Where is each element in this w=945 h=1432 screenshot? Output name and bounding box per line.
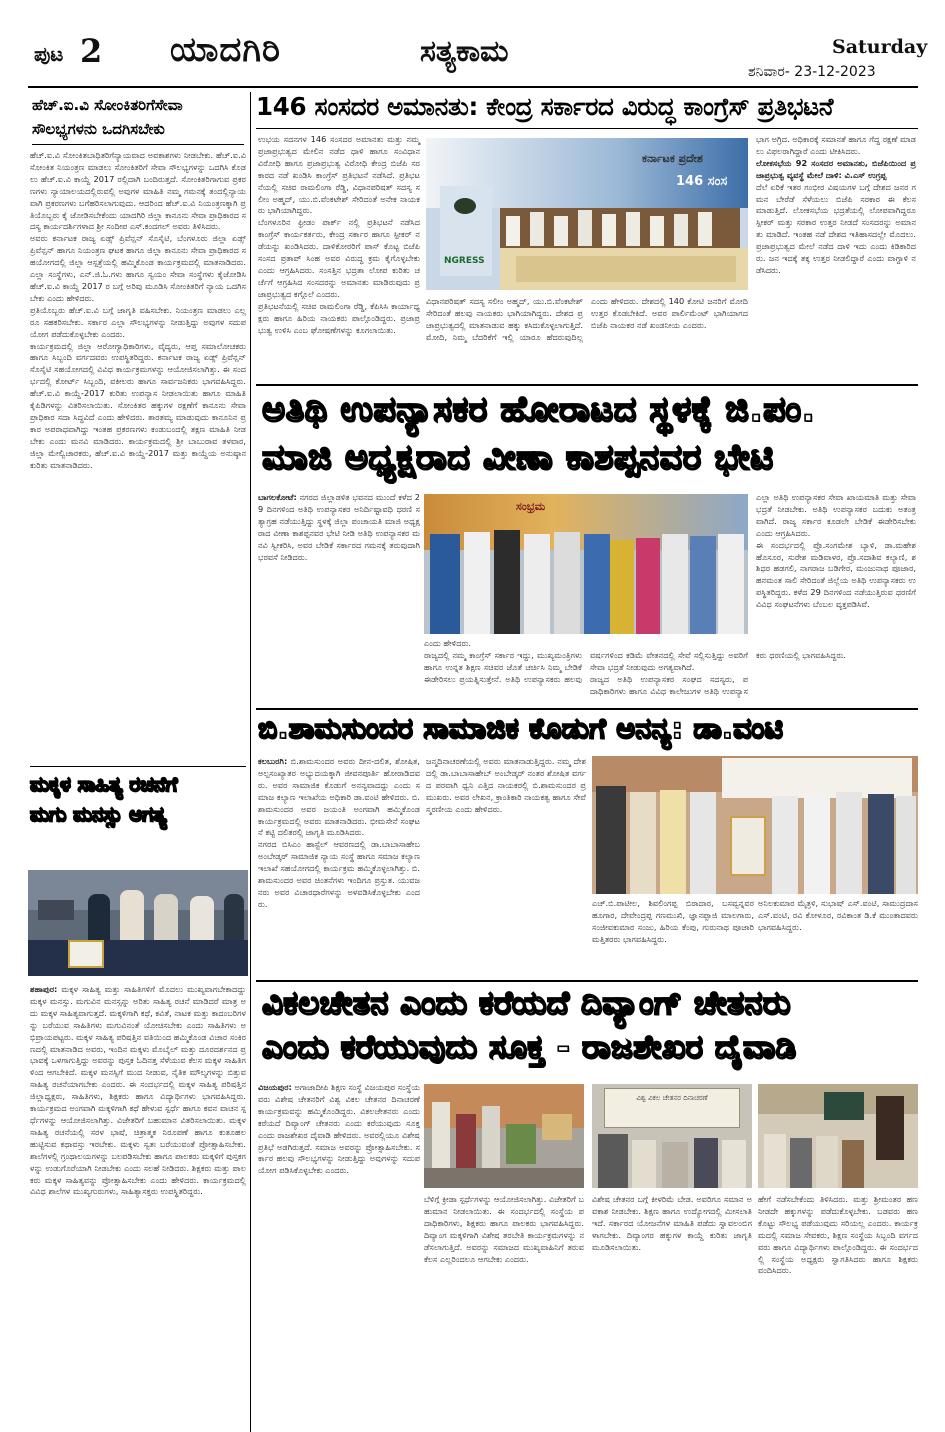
br-dateline: ಕಲಬುರಗಿ: (258, 756, 288, 766)
guest-dateline: ಬಾಗಲಕೋಟೆ: (258, 492, 297, 502)
story1-headline-rule (32, 144, 244, 145)
left-story-separator (30, 766, 246, 767)
disabled-col3 (592, 1194, 752, 1422)
disabled-photo-outdoor (424, 1084, 584, 1188)
issue-day: Saturday (832, 36, 928, 58)
guest-headline-line1: ಅತಿಥಿ ಉಪನ್ಯಾಸಕರ ಹೋರಾಟದ ಸ್ಥಳಕ್ಕೆ ಜಿ.ಪಂ. (262, 390, 816, 430)
protest-photo (426, 138, 748, 290)
disabled-paragraph-4: ಹೇಗೆ ನಡೆಸಬೇಕೆಂದು ತಿಳಿಸಿದರು. ಮತ್ತು ಶ್ರೀಮಂತರ ಹಣ ನೀಡದೇ ಹಕ್ಕುಗಳನ್ನು ಪಡೆದುಕೊಳ್ಳಬೇಕು. ಬಡವರು ಹಣ ಕೊಟ್ಟು ಸೌಲಭ್ಯ ಪಡೆಯುವುದು ಸರಿಯಲ್ಲ ಎಂದರು. ಕಾರ್ಯಕ್ರಮದಲ್ಲಿ ಸಮಾಜ ಸೇವಕರು, ಶಿಕ್ಷಣ ಸಂಸ್ಥೆಯ ಸಿಬ್ಬಂದಿ ವರ್ಗದವರು ಹಾಗೂ ವಿದ್ಯಾರ್ಥಿಗಳು ಪಾಲ್ಗೊಂಡಿದ್ದರು. ಈ ಸಂದರ್ಭದಲ್ಲಿ ಸಂಸ್ಥೆಯ ಅಧ್ಯಕ್ಷರು ಸ್ವಾಗತಿಸಿದರು ಹಾಗೂ ಶಿಕ್ಷಕರು ವಂದಿಸಿದರು. (758, 1194, 918, 1276)
br-paragraph-2: ನಗರದ ಬಿಸಿಎಂ ಹಾಸ್ಟೆಲ್ ಆವರಣದಲ್ಲಿ ಡಾ.ಬಾಬಾಸಾಹೇಬ ಅಂಬೇಡ್ಕರ್ ಸಾಮಾಜಿಕ ನ್ಯಾಯ ಸಂಸ್ಥೆ ಹಾಗೂ ಸಮಾಜ ಕಲ್ಯಾಣ ಇಲಾಖೆ ಸಹಯೋಗದಲ್ಲಿ ಕಾರ್ಯಕ್ರಮ ಹಮ್ಮಿಕೊಳ್ಳಲಾಗಿತ್ತು. ಬಿ.ಶಾಮಸುಂದರ ಅವರ ಚಿಂತನೆಗಳು ಇಂದಿಗೂ ಪ್ರಸ್ತುತ. ಯುವಜನರು ಅವರ ವಿಚಾರಧಾರೆಗಳನ್ನು ಅಳವಡಿಸಿಕೊಳ್ಳಬೇಕು ಎಂದರು. (258, 839, 420, 909)
story1-paragraph-4: ಕಾರ್ಯಕ್ರಮದಲ್ಲಿ ಜಿಲ್ಲಾ ಆರೋಗ್ಯಾಧಿಕಾರಿಗಳು, ವೈದ್ಯರು, ಆಪ್ತ ಸಮಾಲೋಚಕರು ಹಾಗೂ ಸಿಬ್ಬಂದಿ ವರ್ಗದವರು ಉಪಸ್ಥಿತರಿದ್ದರು. ಕರ್ನಾಟಕ ರಾಜ್ಯ ಏಡ್ಸ್ ಪ್ರಿವೆನ್ಷನ್ ಸೊಸೈಟಿ ಸಹಯೋಗದಲ್ಲಿ ವಿವಿಧ ಕಾರ್ಯಕ್ರಮಗಳನ್ನು ಆಯೋಜಿಸಲಾಗಿತ್ತು. ಈ ಸಂದರ್ಭದಲ್ಲಿ ಕೋರ್ಟ್ ಸಿಬ್ಬಂದಿ, ವಕೀಲರು ಹಾಗೂ ಸಾರ್ವಜನಿಕರು ಭಾಗವಹಿಸಿದ್ದರು. ಹೆಚ್.ಐ.ವಿ ಕಾಯ್ದೆ-2017 ಕುರಿತು ಉಪನ್ಯಾಸ ನೀಡಲಾಯಿತು ಹಾಗೂ ಮಾಹಿತಿ ಕೈಪಿಡಿಗಳನ್ನು ವಿತರಿಸಲಾಯಿತು. ಸೋಂಕಿತರ ಹಕ್ಕುಗಳ ರಕ್ಷಣೆಗೆ ಕಾನೂನು ಸೇವಾ ಪ್ರಾಧಿಕಾರ ಸದಾ ಸಿದ್ಧವಿದೆ ಎಂದು ಹೇಳಿದರು. ತಾರತಮ್ಯ ಮಾಡುವುದು ಕಾನೂನಿನ ಪ್ರಕಾರ ಅಪರಾಧವಾಗಿದ್ದು ಇಂತಹ ಪ್ರಕರಣಗಳು ಕಂಡುಬಂದಲ್ಲಿ ತಕ್ಷಣ ಮಾಹಿತಿ ನೀಡಬೇಕು ಎಂದು ಮನವಿ ಮಾಡಿದರು. ಕಾರ್ಯಕ್ರಮದಲ್ಲಿ ಶ್ರೀ ಬಾಬುರಾವ ತಳವಾರ, ಜಿಲ್ಲಾ ಮೇಲ್ವಿಚಾರಕರು, ಹೆಚ್.ಐ.ವಿ ಕಾಯ್ದೆ-2017 ಮತ್ತು ಕಾಯ್ದೆಯ ಅನುಷ್ಠಾನ ಕುರಿತು ಮಾತನಾಡಿದರು. (30, 340, 246, 470)
main-paragraph-4: ವಿಧಾನಪರಿಷತ್ ಸದಸ್ಯ ಸಲೀಂ ಅಹ್ಮದ್, ಯು.ಬಿ.ವೆಂಕಟೇಶ್ ಸೇರಿದಂತೆ ಹಲವು ನಾಯಕರು ಭಾಗಿಯಾಗಿದ್ದರು. ದೇಶದ ಪ್ರಜಾಪ್ರಭುತ್ವದಲ್ಲಿ ಮಾತನಾಡುವ ಹಕ್ಕು ಕಸಿದುಕೊಳ್ಳಲಾಗುತ್ತಿದೆ. ಮೋದಿ, ನಿಮ್ಮ ಬೆದರಿಕೆಗೆ ಇಲ್ಲಿ ಯಾರೂ ಹೆದರುವುದಿಲ್ಲ ಎಂದು ಹೇಳಿದರು. ದೇಶದಲ್ಲಿ 140 ಕೋಟಿ ಜನರಿಗೆ ಮೋದಿ ಉತ್ತರ ಕೊಡಬೇಕಿದೆ. ಅವರ ಪಾರ್ಲಿಮೆಂಟ್ ಭಾಗಿಯಾಗದ ಬಿಜೆಪಿ ನಾಯಕರ ನಡೆ ಖಂಡನೀಯ ಎಂದರು. (426, 296, 748, 342)
guest-col3 (756, 492, 916, 702)
disabled-col2 (424, 1194, 584, 1422)
story1-headline-line2: ಸೌಲಭ್ಯಗಳನು ಒದಗಿಸಬೇಕು (32, 120, 165, 138)
br-col2 (426, 756, 586, 976)
guest-paragraph-1: ನಗರದ ಜಿಲ್ಲಾಡಳಿತ ಭವನದ ಮುಂದೆ ಕಳೆದ 29 ದಿನಗಳಿಂದ ಅತಿಥಿ ಉಪನ್ಯಾಸಕರ ಅನಿರ್ದಿಷ್ಟಾವಧಿ ಧರಣಿ ಸತ್ಯಾಗ್ರಹ ನಡೆಯುತ್ತಿದ್ದು ಸ್ಥಳಕ್ಕೆ ಜಿಲ್ಲಾ ಪಂಚಾಯತಿ ಮಾಜಿ ಅಧ್ಯಕ್ಷರಾದ ವೀಣಾ ಕಾಶಪ್ಪನವರ ಭೇಟಿ ನೀಡಿ ಅತಿಥಿ ಉಪನ್ಯಾಸಕರ ಮನವಿ ಸ್ವೀಕರಿಸಿ, ಅವರ ಬೇಡಿಕೆ ಸರ್ಕಾರದ ಗಮನಕ್ಕೆ ತರುವುದಾಗಿ ಭರವಸೆ ನೀಡಿದರು. (258, 492, 420, 562)
masthead-rule (28, 86, 918, 88)
page-number: 2 (80, 32, 103, 70)
disabled-paragraph-3: ವಿಶೇಷ ಚೇತನರ ಬಗ್ಗೆ ಕೀಳರಿಮೆ ಬೇಡ. ಅವರಿಗೂ ಸಮಾನ ಅವಕಾಶ ನೀಡಬೇಕು. ಶಿಕ್ಷಣ ಹಾಗೂ ಉದ್ಯೋಗದಲ್ಲಿ ಮೀಸಲಾತಿ ಇದೆ. ಸರ್ಕಾರದ ಯೋಜನೆಗಳ ಮಾಹಿತಿ ಪಡೆದು ಸ್ವಾವಲಂಬಿಗಳಾಗಬೇಕು. ದಿವ್ಯಾಂಗರ ಹಕ್ಕುಗಳ ಕಾಯ್ದೆ ಕುರಿತು ಜಾಗೃತಿ ಮೂಡಿಸಲಾಯಿತು. (592, 1194, 752, 1252)
disabled-headline-line2: ಎಂದು ಕರೆಯುವುದು ಸೂಕ್ತ - ರಾಜಶೇಖರ ದೈವಾಡಿ (262, 1028, 797, 1066)
main-paragraph-1: ಉಭಯ ಸದನಗಳ 146 ಸಂಸದರ ಅಮಾನತು ಮತ್ತು ನಮ್ಮ ಪ್ರಜಾಪ್ರಭುತ್ವದ ಮೇಲಿನ ನಡೆದ ಧಾಳಿ ಹಾಗೂ ಸಂವಿಧಾನ ವಿರೋಧಿ ಹಾಗೂ ಪ್ರಜಾಪ್ರಭುತ್ವ ವಿರೋಧಿ ಕೇಂದ್ರ ಬಿಜೆಪಿ ಸರಕಾರದ ನಡೆ ಖಂಡಿಸಿ ಕಾಂಗ್ರೆಸ್ ಪ್ರತಿಭಟನೆ ನಡೆಸಿದೆ. ಪ್ರತಿಭಟನೆಯಲ್ಲಿ ಸಚಿವ ರಾಮಲಿಂಗಾ ರೆಡ್ಡಿ, ವಿಧಾನಪರಿಷತ್ ಸದಸ್ಯ ಸಲೀಂ ಅಹ್ಮದ್, ಯು.ಬಿ.ವೆಂಕಟೇಶ್ ಸೇರಿದಂತೆ ಅನೇಕ ನಾಯಕರು ಭಾಗಿಯಾಗಿದ್ದರು. (258, 134, 420, 216)
main-paragraph-6-lead: ಲೋಕಸಭೆಯ 92 ಸಂಸದರ ಅಮಾನತು, ಬಿಜೆಪಿಯಿಂದ ಪ್ರಜಾಪ್ರಭುತ್ವ ವ್ಯವಸ್ಥೆ ಮೇಲೆ ದಾಳಿ: ವಿ.ಎಸ್ ಉಗ್ರಪ್ಪ (756, 157, 916, 180)
main-paragraph-2: ಬೆಂಗಳೂರಿನ ಫ್ರೀಡಂ ಪಾರ್ಕ್ ನಲ್ಲಿ ಪ್ರತಿಭಟನೆ ನಡೆಸಿದ ಕಾಂಗ್ರೆಸ್ ಕಾರ್ಯಕರ್ತರು, ಕೇಂದ್ರ ಸರ್ಕಾರ ಹಾಗೂ ಸ್ಪೀಕರ್ ನಡೆಯನ್ನು ಖಂಡಿಸಿದರು. ದಾಳಿಕೋರರಿಗೆ ಪಾಸ್ ಕೊಟ್ಟ ಬಿಜೆಪಿ ಸಂಸದ ಪ್ರತಾಪ್ ಸಿಂಹ ಅವರ ವಿರುದ್ಧ ಕ್ರಮ ಕೈಗೊಳ್ಳಬೇಕು ಎಂದು ಆಗ್ರಹಿಸಿದರು. ಸಂಸತ್ತಿನ ಭದ್ರತಾ ಲೋಪ ಕುರಿತು ಚರ್ಚೆಗೆ ಆಗ್ರಹಿಸಿದ ಸಂಸದರನ್ನು ಅಮಾನತು ಮಾಡಿರುವುದು ಪ್ರಜಾಪ್ರಭುತ್ವದ ಕಗ್ಗೊಲೆ ಎಂದರು. (258, 217, 420, 299)
guest-paragraph-4: ಎಲ್ಲಾ ಅತಿಥಿ ಉಪನ್ಯಾಸಕರ ಸೇವಾ ಖಾಯಮಾತಿ ಮತ್ತು ಸೇವಾ ಭದ್ರತೆ ನೀಡಬೇಕು. ಅತಿಥಿ ಉಪನ್ಯಾಸಕರ ಬದುಕು ಅತಂತ್ರವಾಗಿದೆ. ರಾಜ್ಯ ಸರ್ಕಾರ ಕೂಡಲೇ ಬೇಡಿಕೆ ಈಡೇರಿಸಬೇಕು ಎಂದು ಆಗ್ರಹಿಸಿದರು. (756, 492, 916, 538)
story1-paragraph-2: ಅವರು ಕರ್ನಾಟಕ ರಾಜ್ಯ ಏಡ್ಸ್ ಪ್ರಿವೆನ್ಷನ್ ಸೊಸೈಟಿ, ಬೆಂಗಳೂರು ಜಿಲ್ಲಾ ಏಡ್ಸ್ ಪ್ರಿವೆನ್ಷನ್ ಹಾಗೂ ನಿಯಂತ್ರಣ ಘಟಕ ಹಾಗೂ ಜಿಲ್ಲಾ ಕಾನೂನು ಸೇವಾ ಪ್ರಾಧಿಕಾರದ ಸಹಯೋಗದಲ್ಲಿ ಜಿಲ್ಲಾ ಆಸ್ಪತ್ರೆಯಲ್ಲಿ ಹಮ್ಮಿಕೊಂಡ ಕಾರ್ಯಕ್ರಮದಲ್ಲಿ ಮಾತನಾಡಿದರು. ಎಲ್ಲಾ ಸಂಸ್ಥೆಗಳು, ಎನ್.ಜಿ.ಓ.ಗಳು ಹಾಗೂ ಸ್ವಯಂ ಸೇವಾ ಸಂಸ್ಥೆಗಳು ಕೈಜೋಡಿಸಿ ಹೆಚ್.ಐ.ವಿ ಕಾಯ್ದೆ 2017 ರ ಬಗ್ಗೆ ಅರಿವು ಮೂಡಿಸಿ ಸೋಂಕಿತರಿಗೆ ನ್ಯಾಯ ಒದಗಿಸಬೇಕು ಎಂದು ಹೇಳಿದರು. (30, 233, 246, 303)
protest-banner-text: ಕರ್ನಾಟಕ ಪ್ರದೇಶ (642, 152, 703, 165)
disabled-paragraph-2: ಬೆಳಿಗ್ಗೆ ಕ್ರೀಡಾ ಸ್ಪರ್ಧೆಗಳನ್ನು ಆಯೋಜಿಸಲಾಗಿತ್ತು. ವಿಜೇತರಿಗೆ ಬಹುಮಾನ ನೀಡಲಾಯಿತು. ಈ ಸಂದರ್ಭದಲ್ಲಿ ಸಂಸ್ಥೆಯ ಪದಾಧಿಕಾರಿಗಳು, ಶಿಕ್ಷಕರು ಹಾಗೂ ಪಾಲಕರು ಭಾಗವಹಿಸಿದ್ದರು. ದಿವ್ಯಾಂಗ ಮಕ್ಕಳಿಗಾಗಿ ವಿಶೇಷ ತರಬೇತಿ ಕಾರ್ಯಕ್ರಮಗಳನ್ನು ನಡೆಸಲಾಗುತ್ತಿದೆ. ಅವರನ್ನು ಸಮಾಜದ ಮುಖ್ಯವಾಹಿನಿಗೆ ತರುವ ಕೆಲಸ ಎಲ್ಲರಿಂದಲೂ ಆಗಬೇಕು ಎಂದರು. (424, 1194, 584, 1264)
disabled-dateline: ವಿಜಯಪುರ: (258, 1082, 292, 1092)
guest-paragraph-5: ಈ ಸಂದರ್ಭದಲ್ಲಿ ಪ್ರೊ.ಸಂಗಮೇಶ ಬ್ಯಾಳಿ, ಡಾ.ಮಹೇಶ ಹೊಸೂರ, ಸುರೇಶ ಮಡಿವಾಳರ, ಪ್ರೊ.ಸದಾಶಿವ ಕಲ್ಯಾಣಿ, ಶಶಿಧರ ಹಡಗಲಿ, ನಾಗರಾಜ ಬಡಿಗೇರ, ಮಂಜುನಾಥ ಪೂಜಾರ, ಹನಮಂತ ಸಾಲಿ ಸೇರಿದಂತೆ ಜಿಲ್ಲೆಯ ಅತಿಥಿ ಉಪನ್ಯಾಸಕರು ಉಪಸ್ಥಿತರಿದ್ದರು. ಕಳೆದ 29 ದಿನಗಳಿಂದ ನಡೆಯುತ್ತಿರುವ ಧರಣಿಗೆ ವಿವಿಧ ಸಂಘಟನೆಗಳು ಬೆಂಬಲ ವ್ಯಕ್ತಪಡಿಸಿವೆ. (756, 539, 916, 610)
main-story-separator (256, 384, 918, 386)
br-caption (592, 898, 754, 976)
br-col4 (758, 898, 918, 976)
page-label: ಪುಟ (34, 42, 64, 66)
story1-paragraph-1: ಹೆಚ್.ಐ.ವಿ ಸೋಂಕಿತಬಾಧಿತರಿಗೆನ್ಯಾಯವಾದ ಅವಕಾಶಗಳು ನೀಡಬೇಕು. ಹೆಚ್.ಐ.ವಿ ಸೋಂಕಿತ ನಿಯಂತ್ರಣ ಮಾಡಲು ಸೋಂಕಿತರಿಗೆ ಸೇವಾ ಸೌಲಭ್ಯಗಳನ್ನು ಒದಗಿಸಿ ಕೊಡಲು ಹೆಚ್.ಐ.ವಿ ಕಾಯ್ದೆ 2017 ರಲ್ಲಿದಾಗಿ ಬಂದಿರುತ್ತದೆ. ಸೋಂಕಿತರಿಗಾಗುವ ಪ್ರಕರಣಗಳು ನ್ಯಾಯಾಲಯದಲ್ಲಿರುವಲ್ಲಿ ಅವುಗಳ ಮಾಹಿತಿ ನಮ್ಮ ಗಮನಕ್ಕೆ ತಂದಲ್ಲಿನ್ಯಾಯವಾಗಿ ಪ್ರಕರಣಗಳು ಬಗೆಹರಿಸಲಾಗುವುದು. ಆದರಿಂದ ಹೆಚ್.ಐ.ವಿ ನಿಯಂತ್ರಣಕ್ಕಾಗಿ ಪ್ರತಿಯೊಬ್ಬರು ಕೈ ಜೋಡಿಸಬೇಕೆಂದು ಯಾದಗಿರಿ ಜಿಲ್ಲಾ ಕಾನೂನು ಸೇವಾ ಪ್ರಾಧಿಕಾರದ ಸದಸ್ಯ ಕಾರ್ಯದರ್ಶಿಗಳಾದ ಶ್ರೀ ಸಂದೀಪ ಎಸ್.ಕಂದಗಲ್ ಅವರು ತಿಳಿಸಿದರು. (30, 150, 246, 232)
br-paragraph-3: ಜನ್ಮದಿನಾಚರಣೆಯಲ್ಲಿ ಅವರು ಮಾತನಾಡುತ್ತಿದ್ದರು. ನಮ್ಮ ದೇಶದಲ್ಲಿ ಡಾ.ಬಾಬಾಸಾಹೇಬ್ ಅಂಬೇಡ್ಕರ್ ನಂತರ ಶೋಷಿತ ವರ್ಗದ ಪರವಾಗಿ ಧ್ವನಿ ಎತ್ತಿದ ನಾಯಕರಲ್ಲಿ ಬಿ.ಶಾಮಸುಂದರ ಪ್ರಮುಖರು. ಅವರ ಲೇಖನ, ಕ್ರಾಂತಿಕಾರಿ ನಾಯಕತ್ವ ಹಾಗೂ ಸೇವೆ ಸ್ಮರಣೀಯ ಎಂದು ಹೇಳಿದರು. (426, 756, 586, 814)
newspaper-title: ಯಾದಗಿರಿ (170, 30, 281, 70)
protest-banner-number: 146 ಸಂಸ (676, 174, 728, 189)
story2-paragraph-1: ಮಕ್ಕಳ ಸಾಹಿತ್ಯ ಮತ್ತು ಸಾಹಿತಿಗಳಿಗೆ ಮೊದಲು ಮುಖ್ಯವಾಗಬೇಕಾದದ್ದು ಮಕ್ಕಳ ಮನಸ್ಸು. ಮಗುವಿನ ಮನಸ್ಸನ್ನು ಅರಿತು ಸಾಹಿತ್ಯ ರಚನೆ ಮಾಡಿದರೆ ಮಾತ್ರ ಅದು ಮಕ್ಕಳ ಸಾಹಿತ್ಯವಾಗುತ್ತದೆ. ಮಕ್ಕಳಿಗಾಗಿ ಕಥೆ, ಕವಿತೆ, ನಾಟಕ ಮತ್ತು ಕಾದಂಬರಿಗಳನ್ನು ಬರೆಯುವ ಸಾಹಿತಿಗಳು ಮಗುವಿನಂತೆ ಯೋಚಿಸಬೇಕು ಎಂದು ಸಾಹಿತಿಗಳು ಅಭಿಪ್ರಾಯಪಟ್ಟರು. ಮಕ್ಕಳ ಸಾಹಿತ್ಯ ಪರಿಷತ್ತಿನ ವತಿಯಿಂದ ಹಮ್ಮಿಕೊಂಡ ವಿಚಾರ ಸಂಕಿರಣದಲ್ಲಿ ಮಾತನಾಡಿದ ಅವರು, ಇಂದಿನ ಮಕ್ಕಳು ಮೊಬೈಲ್ ಮತ್ತು ದೂರದರ್ಶನದ ಪ್ರಭಾವಕ್ಕೆ ಒಳಗಾಗುತ್ತಿದ್ದು ಅವರನ್ನು ಪುಸ್ತಕ ಓದಿನತ್ತ ಸೆಳೆಯುವ ಕೆಲಸ ಮಕ್ಕಳ ಸಾಹಿತಿಗಳಿಂದ ಆಗಬೇಕಿದೆ. ಮಕ್ಕಳ ಮನಸ್ಸಿಗೆ ಮುದ ನೀಡುವ, ನೈತಿಕ ಮೌಲ್ಯಗಳನ್ನು ಬಿತ್ತುವ ಸಾಹಿತ್ಯ ರಚನೆಯಾಗಬೇಕು ಎಂದರು. ಈ ಸಂದರ್ಭದಲ್ಲಿ ಮಕ್ಕಳ ಸಾಹಿತ್ಯ ಪರಿಷತ್ತಿನ ಜಿಲ್ಲಾಧ್ಯಕ್ಷರು, ಸಾಹಿತಿಗಳು, ಶಿಕ್ಷಕರು ಹಾಗೂ ವಿದ್ಯಾರ್ಥಿಗಳು ಭಾಗವಹಿಸಿದ್ದರು. ಕಾರ್ಯಕ್ರಮದ ಅಂಗವಾಗಿ ಮಕ್ಕಳಿಗಾಗಿ ಕಥೆ ಹೇಳುವ ಸ್ಪರ್ಧೆ ಹಾಗೂ ಕವನ ವಾಚನ ಸ್ಪರ್ಧೆಗಳನ್ನು ಆಯೋಜಿಸಲಾಗಿತ್ತು. ವಿಜೇತರಿಗೆ ಬಹುಮಾನ ವಿತರಿಸಲಾಯಿತು. ಮಕ್ಕಳ ಸಾಹಿತ್ಯ ರಚನೆಯಲ್ಲಿ ಸರಳ ಭಾಷೆ, ಚಿತ್ರಾತ್ಮಕ ನಿರೂಪಣೆ ಹಾಗೂ ಕುತೂಹಲ ಹುಟ್ಟಿಸುವ ಕಥಾವಸ್ತು ಇರಬೇಕು. ಮಕ್ಕಳು ಸ್ವತಃ ಬರೆಯುವಂತೆ ಪ್ರೋತ್ಸಾಹಿಸಬೇಕು. ಶಾಲೆಗಳಲ್ಲಿ ಗ್ರಂಥಾಲಯಗಳನ್ನು ಬಲಪಡಿಸಬೇಕು ಹಾಗೂ ಪಾಲಕರು ಮಕ್ಕಳಿಗೆ ಪುಸ್ತಕಗಳನ್ನು ಉಡುಗೊರೆಯಾಗಿ ನೀಡಬೇಕು ಎಂದು ಸಲಹೆ ನೀಡಿದರು. ಶಿಕ್ಷಕರು ಮತ್ತು ಪಾಲಕರು ಮಕ್ಕಳ ಸಾಹಿತ್ಯವನ್ನು ಪ್ರೋತ್ಸಾಹಿಸಬೇಕು ಎಂದು ಹೇಳಿದರು. ಕಾರ್ಯಕ್ರಮದಲ್ಲಿ ವಿವಿಧ ಶಾಲೆಗಳ ಮುಖ್ಯಗುರುಗಳು, ಸಾಹಿತ್ಯಾಸಕ್ತರು ಉಪಸ್ಥಿತರಿದ್ದರು. (30, 984, 246, 1197)
issue-date: ಶನಿವಾರ- 23-12-2023 (748, 64, 876, 80)
guest-paragraph-2: ರಾಜ್ಯದಲ್ಲಿ ನಮ್ಮ ಕಾಂಗ್ರೆಸ್ ಸರ್ಕಾರ ಇದ್ದು, ಮುಖ್ಯಮಂತ್ರಿಗಳು ಹಾಗೂ ಉನ್ನತ ಶಿಕ್ಷಣ ಸಚಿವರ ಜೊತೆ ಚರ್ಚಿಸಿ ನಿಮ್ಮ ಬೇಡಿಕೆ ಈಡೇರಿಸಲು ಪ್ರಯತ್ನಿಸುತ್ತೇನೆ. ಅತಿಥಿ ಉಪನ್ಯಾಸಕರು ಹಲವು ವರ್ಷಗಳಿಂದ ಕಡಿಮೆ ವೇತನದಲ್ಲಿ ಸೇವೆ ಸಲ್ಲಿಸುತ್ತಿದ್ದು ಅವರಿಗೆ ಸೇವಾ ಭದ್ರತೆ ನೀಡುವುದು ಅಗತ್ಯವಾಗಿದೆ. (424, 650, 748, 684)
br-paragraph-1: ಬಿ.ಶಾಮಸುಂದರ ಅವರು ದೀನ-ದಲಿತ, ಶೋಷಿತ, ಅಲ್ಪಸಂಖ್ಯಾತರ ಅಭ್ಯುದಯಕ್ಕಾಗಿ ಜೀವನಪೂರ್ತಿ ಹೋರಾಡಿದವರು. ಅವರ ಸಾಮಾಜಿಕ ಕೊಡುಗೆ ಅನನ್ಯವಾದದ್ದು ಎಂದು ಸಮಾಜ ಕಲ್ಯಾಣ ಇಲಾಖೆಯ ಅಧಿಕಾರಿ ಡಾ.ವಂಟಿ ಹೇಳಿದರು. ಬಿ.ಶಾಮಸುಂದರ ಅವರ ಜಯಂತಿ ಅಂಗವಾಗಿ ಹಮ್ಮಿಕೊಂಡ ಕಾರ್ಯಕ್ರಮದಲ್ಲಿ ಅವರು ಮಾತನಾಡಿದರು. ಭೀಮಸೇನೆ ಸಂಘಟನೆ ಕಟ್ಟಿ ದಲಿತರಲ್ಲಿ ಜಾಗೃತಿ ಮೂಡಿಸಿದರು. (258, 756, 420, 838)
br-col1 (258, 756, 420, 976)
story2-photo (28, 870, 248, 976)
main-paragraph-5: ಭಾಗ ಅಗ್ರಿದ. ಅಧಿಕಾರಕ್ಕೆ ಸಮಾನತೆ ಹಾಗೂ ಗೆದ್ದ ರಕ್ಷಣೆ ಮಾಡಲು ವಿಫಲರಾಗಿದ್ದಾರೆ ಎಂದು ಟೀಕಿಸಿದರು. (756, 134, 916, 156)
story2-headline-line2: ಮಗು ಮನಸ್ಸು ಅಗತ್ಯ (30, 802, 167, 826)
story1-paragraph-3: ಪ್ರತಿಯೊಬ್ಬರು ಹೆಚ್.ಐ.ವಿ ಬಗ್ಗೆ ಜಾಗೃತಿ ವಹಿಸಬೇಕು. ನಿಯಂತ್ರಣ ಮಾಡಲು ಎಲ್ಲರೂ ಸಹಕರಿಸಬೇಕು. ಸರ್ಕಾರ ಎಲ್ಲಾ ಸೌಲಭ್ಯಗಳನ್ನು ನೀಡುತ್ತಿದ್ದು ಅವುಗಳ ಸದುಪಯೋಗ ಪಡೆದುಕೊಳ್ಳಬೇಕು ಎಂದರು. (30, 304, 246, 339)
br-story-separator (256, 980, 918, 982)
story1-body (30, 150, 246, 760)
guest-headline-line2: ಮಾಜಿ ಅಧ್ಯಕ್ಷರಾದ ವೀಣಾ ಕಾಶಪ್ಪನವರ ಭೇಟಿ (262, 438, 774, 478)
guest-story-separator (256, 708, 918, 710)
guest-paragraph-3: ರಾಜ್ಯದ ಅತಿಥಿ ಉಪನ್ಯಾಸಕರ ಸಂಘದ ಸದಸ್ಯರು, ಪದಾಧಿಕಾರಿಗಳು ಹಾಗೂ ವಿವಿಧ ಕಾಲೇಜುಗಳ ಅತಿಥಿ ಉಪನ್ಯಾಸಕರು ಧರಣಿಯಲ್ಲಿ ಭಾಗವಹಿಸಿದ್ದರು. (590, 650, 846, 696)
disabled-board-text: ವಿಶ್ವ ವಿಕಲ ಚೇತನರ ದಿನಾಚರಣೆ (636, 1094, 708, 1102)
newspaper-subtitle: ಸತ್ಯಕಾಮ (420, 34, 509, 69)
guest-banner-text: ಸಂಭ್ರಮ (516, 500, 546, 513)
main-under-photo (426, 296, 748, 380)
story1-headline-line1: ಹೆಚ್.ಐ.ವಿ ಸೋಂಕಿತರಿಗೆಸೇವಾ (32, 96, 183, 114)
main-paragraph-3: ಪ್ರತಿಭಟನೆಯಲ್ಲಿ ಸಚಿವ ರಾಮಲಿಂಗಾ ರೆಡ್ಡಿ, ಕೆಪಿಸಿಸಿ ಕಾರ್ಯಾಧ್ಯಕ್ಷರು ಹಾಗೂ ಹಿರಿಯ ನಾಯಕರು ಪಾಲ್ಗೊಂಡಿದ್ದರು. ಪ್ರಜಾಪ್ರಭುತ್ವ ಉಳಿಸಿ ಎಂಬ ಘೋಷಣೆಗಳನ್ನು ಕೂಗಲಾಯಿತು. (258, 300, 420, 335)
disabled-photo-banner (592, 1084, 752, 1188)
br-caption-text: ಎಚ್.ಬಿ.ಪಾಟೀಲ, ಶಿವಲಿಂಗಪ್ಪ ಬಿರಾದಾರ, ಬಸವ್ವನ್ನವರ ಹೂಗಾರ, ದೇವೇಂದ್ರಪ್ಪ ಗಣಮುಖಿ, ಜ್ಞಾನಪ್ಪಾಜಿ ಮಾಲಗಾರು, ಸಂಜೀವಕುಮಾರ ಸಂಜು, ಹಿರಿಯ ಕೆಂಪು, ಗುರುನಾಥ ಪೂಜಾರಿ ಮತ್ತಿತರರು ಭಾಗವಹಿಸಿದ್ದರು. (592, 898, 754, 944)
story2-dateline: ಶಹಾಪುರ: (30, 984, 58, 994)
main-paragraph-6: ದೆಲೆ ಏರಿಕೆ ಇತರ ಗಂಭೀರ ವಿಷಯಗಳ ಬಗ್ಗೆ ದೇಶದ ಜನರ ಗಮನ ಬೇರೆಡೆ ಸೆಳೆಯಲು ಬಿಜೆಪಿ ಸರಕಾರ ಈ ಕೆಲಸ ಮಾಡುತ್ತಿದೆ. ಲೋಕಸಭೆಯ ಭದ್ರತೆಯಲ್ಲಿ ಲೋಪವಾಗಿದ್ದರೂ ಸ್ಪೀಕರ್ ಮತ್ತು ಸರಕಾರ ಉತ್ತರ ನೀಡದೆ ಸಂಸದರನ್ನು ಅಮಾನತು ಮಾಡಿದೆ. ಇಂತಹ ನಡೆ ದೇಶದ ಇತಿಹಾಸದಲ್ಲೇ ಮೊದಲು. ಪ್ರಜಾಪ್ರಭುತ್ವದ ಮೇಲೆ ನಡೆದ ದಾಳಿ ಇದು ಎಂದು ಕಿಡಿಕಾರಿದರು. ಜನ ಇದಕ್ಕೆ ತಕ್ಕ ಉತ್ತರ ನೀಡಲಿದ್ದಾರೆ ಎಂದು ವಾಗ್ದಾಳಿ ನಡೆಸಿದರು. (756, 181, 916, 275)
disabled-paragraph-1: ಅಗಾಜಾದೀಪಿ ಶಿಕ್ಷಣ ಸಂಸ್ಥೆ ವಿಜಯಪುರ ಸಂಸ್ಥೆಯವರು ವಿಶೇಷ ಚೇತನರಿಗೆ ವಿಶ್ವ ವಿಕಲ ಚೇತನರ ದಿನಾಚರಣೆ ಕಾರ್ಯಕ್ರಮವನ್ನು ಹಮ್ಮಿಕೊಂಡಿದ್ದರು. ವಿಕಲಚೇತನರು ಎಂದು ಕರೆಯದೆ ದಿವ್ಯಾಂಗ್ ಚೇತನರು ಎಂದು ಕರೆಯುವುದು ಸೂಕ್ತ ಎಂದು ರಾಜಶೇಖರ ದೈವಾಡಿ ಹೇಳಿದರು. ಅವರಲ್ಲಿಯೂ ವಿಶೇಷ ಪ್ರತಿಭೆ ಅಡಗಿರುತ್ತದೆ. ಸಮಾಜ ಅವರನ್ನು ಪ್ರೋತ್ಸಾಹಿಸಬೇಕು. ಸರ್ಕಾರ ಹಲವು ಸೌಲಭ್ಯಗಳನ್ನು ನೀಡುತ್ತಿದ್ದು ಅವುಗಳನ್ನು ಸದುಪಯೋಗ ಪಡಿಸಿಕೊಳ್ಳಬೇಕು ಎಂದರು. (258, 1082, 420, 1176)
br-headline: ಬಿ.ಶಾಮಸುಂದರ ಸಾಮಾಜಿಕ ಕೊಡುಗೆ ಅನನ್ಯ: ಡಾ.ವಂಟಿ (258, 712, 784, 745)
story2-body (30, 984, 246, 1424)
protest-podium-text: NGRESS (444, 256, 485, 266)
main-headline: 146 ಸಂಸದರ ಅಮಾನತು: ಕೇಂದ್ರ ಸರ್ಕಾರದ ವಿರುದ್ಧ ಕಾಂಗ್ರೆಸ್ ಪ್ರತಿಭಟನೆ (256, 92, 834, 121)
guest-photo (424, 494, 748, 634)
main-headline-rule (256, 128, 918, 129)
guest-caption: ಎಂದು ಹೇಳಿದರು. (424, 638, 472, 648)
column-divider (250, 92, 251, 1432)
br-paragraph-4: ಅನಿಲಕುಮಾರ ಮೈತ್ರಳಿ, ಸುಭಾಷ್ ಎಸ್.ವಂಟಿ, ಸಾಮುದ್ರದಾಸ ಎಸ್.ವಂಟಿ, ರವಿ ಕೋಳೂರ, ರವಿಕಾಂತ ಡಿ.ಕೆ ಮುಂತಾದವರು ಭಾಗವಹಿಸಿದ್ದರು. (758, 898, 918, 932)
main-col1 (258, 134, 420, 380)
story2-headline-line1: ಮಕ್ಕಳ ಸಾಹಿತ್ಯ ರಚನೆಗೆ (30, 772, 178, 796)
disabled-photo-hall (758, 1084, 918, 1188)
disabled-col1 (258, 1082, 420, 1422)
disabled-headline-line1: ವಿಕಲಚೇತನ ಎಂದು ಕರೆಯದೆ ದಿವ್ಯಾಂಗ್ ಚೇತನರು (262, 984, 791, 1022)
main-col3 (756, 134, 916, 380)
br-photo (592, 756, 918, 894)
guest-col1 (258, 492, 420, 702)
guest-under-photo (424, 650, 846, 706)
disabled-col4 (758, 1194, 918, 1422)
